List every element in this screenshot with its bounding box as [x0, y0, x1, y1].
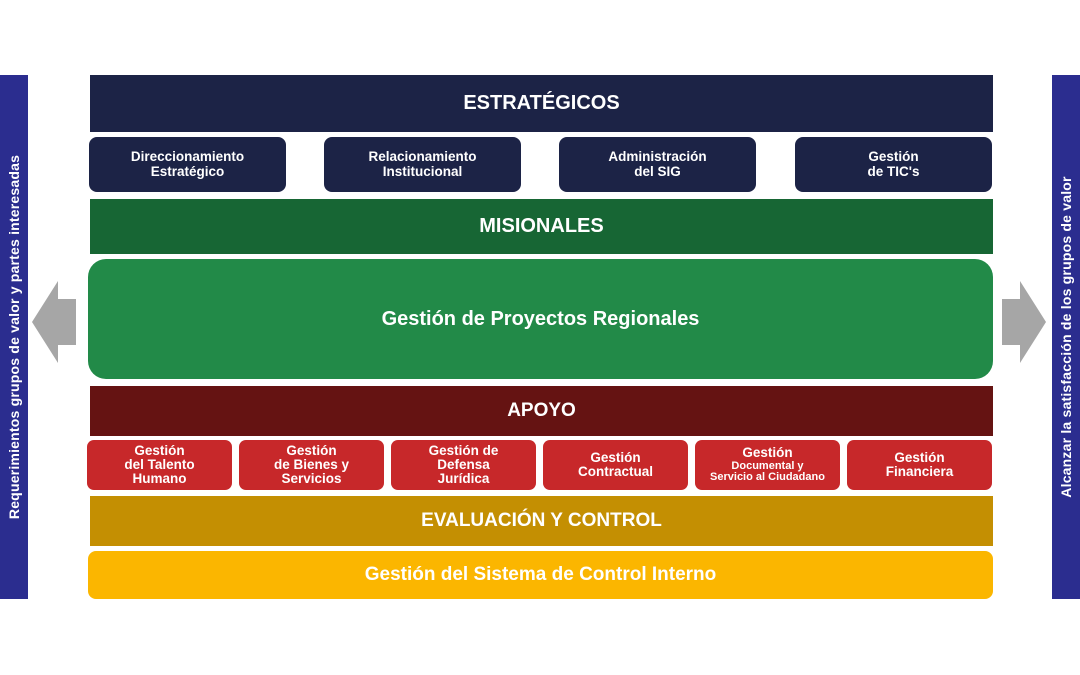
- evaluacion-control-header: EVALUACIÓN Y CONTROL: [90, 496, 993, 546]
- process-documental-servicio-ciudadano: [695, 440, 840, 490]
- process-label: Gestión del Talento Humano: [124, 442, 195, 487]
- process-label: Gestión Financiera: [885, 449, 954, 479]
- process-defensa-juridica: [391, 440, 536, 490]
- right-side-bar: [1052, 75, 1080, 599]
- process-gestion-contractual: [543, 440, 688, 490]
- process-relacionamiento-institucional: [324, 137, 521, 192]
- process-talento-humano: [87, 440, 232, 490]
- left-side-bar: [0, 75, 28, 599]
- arrow-left-icon: [32, 281, 76, 363]
- process-label: Administración del SIG: [608, 149, 707, 179]
- process-administracion-sig: [559, 137, 756, 192]
- process-control-interno: Gestión del Sistema de Control Interno: [88, 551, 993, 599]
- process-label: Gestión de TIC's: [867, 149, 920, 179]
- process-gestion-proyectos-regionales: Gestión de Proyectos Regionales: [88, 259, 993, 379]
- estrategicos-header: ESTRATÉGICOS: [90, 75, 993, 132]
- process-direccionamiento-estrategico: [89, 137, 286, 192]
- process-label: Gestión Contractual: [577, 449, 653, 479]
- process-gestion-financiera: [847, 440, 992, 490]
- process-label: Gestión: [742, 445, 793, 461]
- process-sublabel: Documental y Servicio al Ciudadano: [710, 459, 825, 484]
- process-label: Relacionamiento Institucional: [368, 149, 477, 179]
- process-label: Direccionamiento Estratégico: [130, 149, 245, 179]
- misionales-header: MISIONALES: [90, 199, 993, 254]
- process-bienes-servicios: [239, 440, 384, 490]
- process-label: Gestión de Bienes y Servicios: [273, 442, 350, 487]
- process-label: Gestión de Defensa Jurídica: [428, 442, 499, 487]
- left-side-label: Requerimientos grupos de valor y partes interesadas: [6, 154, 22, 520]
- apoyo-header: APOYO: [90, 386, 993, 436]
- process-gestion-tics: [795, 137, 992, 192]
- right-side-label: Alcanzar la satisfacción de los grupos de valor: [1058, 176, 1074, 498]
- arrow-right-icon: [1002, 281, 1046, 363]
